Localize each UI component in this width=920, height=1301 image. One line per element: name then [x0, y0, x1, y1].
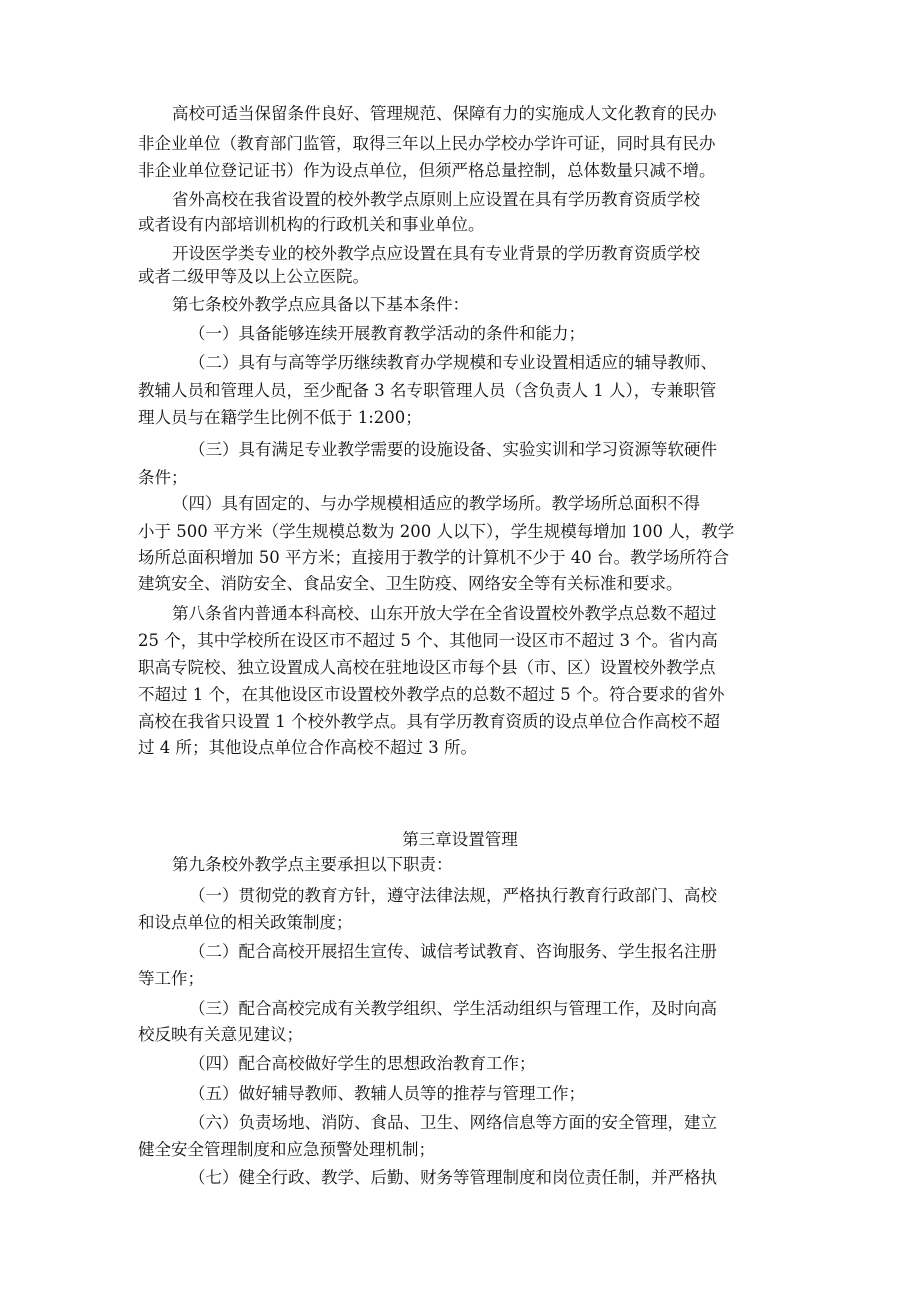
- chapter-title: 第三章设置管理: [402, 830, 518, 849]
- text-line: （三）具有满足专业教学需要的设施设备、实验实训和学习资源等软硬件: [189, 440, 717, 459]
- text-line: 建筑安全、消防安全、食品安全、卫生防疫、网络安全等有关标准和要求。: [138, 574, 683, 593]
- text-line: 非企业单位登记证书）作为设点单位，但须严格总量控制，总体数量只减不增。: [138, 161, 716, 180]
- text-line: 条件；: [138, 468, 188, 487]
- text-line: （一）贯彻党的教育方针，遵守法律法规，严格执行教育行政部门、高校: [189, 886, 717, 905]
- text-line: 高校在我省只设置 1 个校外教学点。具有学历教育资质的设点单位合作高校不超: [138, 712, 720, 731]
- text-line: 理人员与在籍学生比例不低于 1:200；: [138, 408, 422, 427]
- text-line: （二）具有与高等学历继续教育办学规模和专业设置相适应的辅导教师、: [189, 353, 717, 372]
- text-line: 校反映有关意见建议；: [138, 1025, 303, 1044]
- text-line: 第九条校外教学点主要承担以下职责：: [172, 855, 453, 874]
- text-line: 健全安全管理制度和应急预警处理机制；: [138, 1140, 435, 1159]
- text-line: （六）负责场地、消防、食品、卫生、网络信息等方面的安全管理，建立: [189, 1113, 717, 1132]
- text-line: （四）配合高校做好学生的思想政治教育工作；: [189, 1054, 536, 1073]
- text-line: 或者设有内部培训机构的行政机关和事业单位。: [138, 215, 485, 234]
- text-line: 和设点单位的相关政策制度；: [138, 913, 353, 932]
- text-line: 非企业单位（教育部门监管，取得三年以上民办学校办学许可证，同时具有民办: [138, 134, 716, 153]
- text-line: （二）配合高校开展招生宣传、诚信考试教育、咨询服务、学生报名注册: [189, 942, 717, 961]
- text-line: 第七条校外教学点应具备以下基本条件：: [172, 295, 469, 314]
- text-line: 不超过 1 个，在其他设区市设置校外教学点的总数不超过 5 个。符合要求的省外: [138, 685, 725, 704]
- text-line: （五）做好辅导教师、教辅人员等的推荐与管理工作；: [189, 1084, 585, 1103]
- text-line: 小于 500 平方米（学生规模总数为 200 人以下），学生规模每增加 100 人，教学: [138, 522, 735, 541]
- text-line: （一）具备能够连续开展教育教学活动的条件和能力；: [189, 324, 585, 343]
- text-line: 场所总面积增加 50 平方米；直接用于教学的计算机不少于 40 台。教学场所符合: [138, 548, 729, 567]
- text-line: 过 4 所；其他设点单位合作高校不超过 3 所。: [138, 738, 477, 757]
- text-line: 教辅人员和管理人员，至少配备 3 名专职管理人员（含负责人 1 人），专兼职管: [138, 381, 717, 400]
- text-line: （七）健全行政、教学、后勤、财务等管理制度和岗位责任制，并严格执: [189, 1168, 717, 1187]
- text-line: （四）具有固定的、与办学规模相适应的教学场所。教学场所总面积不得: [172, 494, 700, 513]
- text-line: （三）配合高校完成有关教学组织、学生活动组织与管理工作，及时向高: [189, 999, 717, 1018]
- text-line: 或者二级甲等及以上公立医院。: [138, 267, 369, 286]
- text-line: 职高专院校、独立设置成人高校在驻地设区市每个县（市、区）设置校外教学点: [138, 658, 716, 677]
- text-line: 等工作；: [138, 969, 204, 988]
- text-line: 25 个，其中学校所在设区市不超过 5 个、其他同一设区市不超过 3 个。省内高: [138, 631, 718, 650]
- text-line: 开设医学类专业的校外教学点应设置在具有专业背景的学历教育资质学校: [172, 244, 700, 263]
- text-line: 高校可适当保留条件良好、管理规范、保障有力的实施成人文化教育的民办: [172, 104, 717, 123]
- text-line: 省外高校在我省设置的校外教学点原则上应设置在具有学历教育资质学校: [172, 190, 700, 209]
- text-line: 第八条省内普通本科高校、山东开放大学在全省设置校外教学点总数不超过: [172, 604, 717, 623]
